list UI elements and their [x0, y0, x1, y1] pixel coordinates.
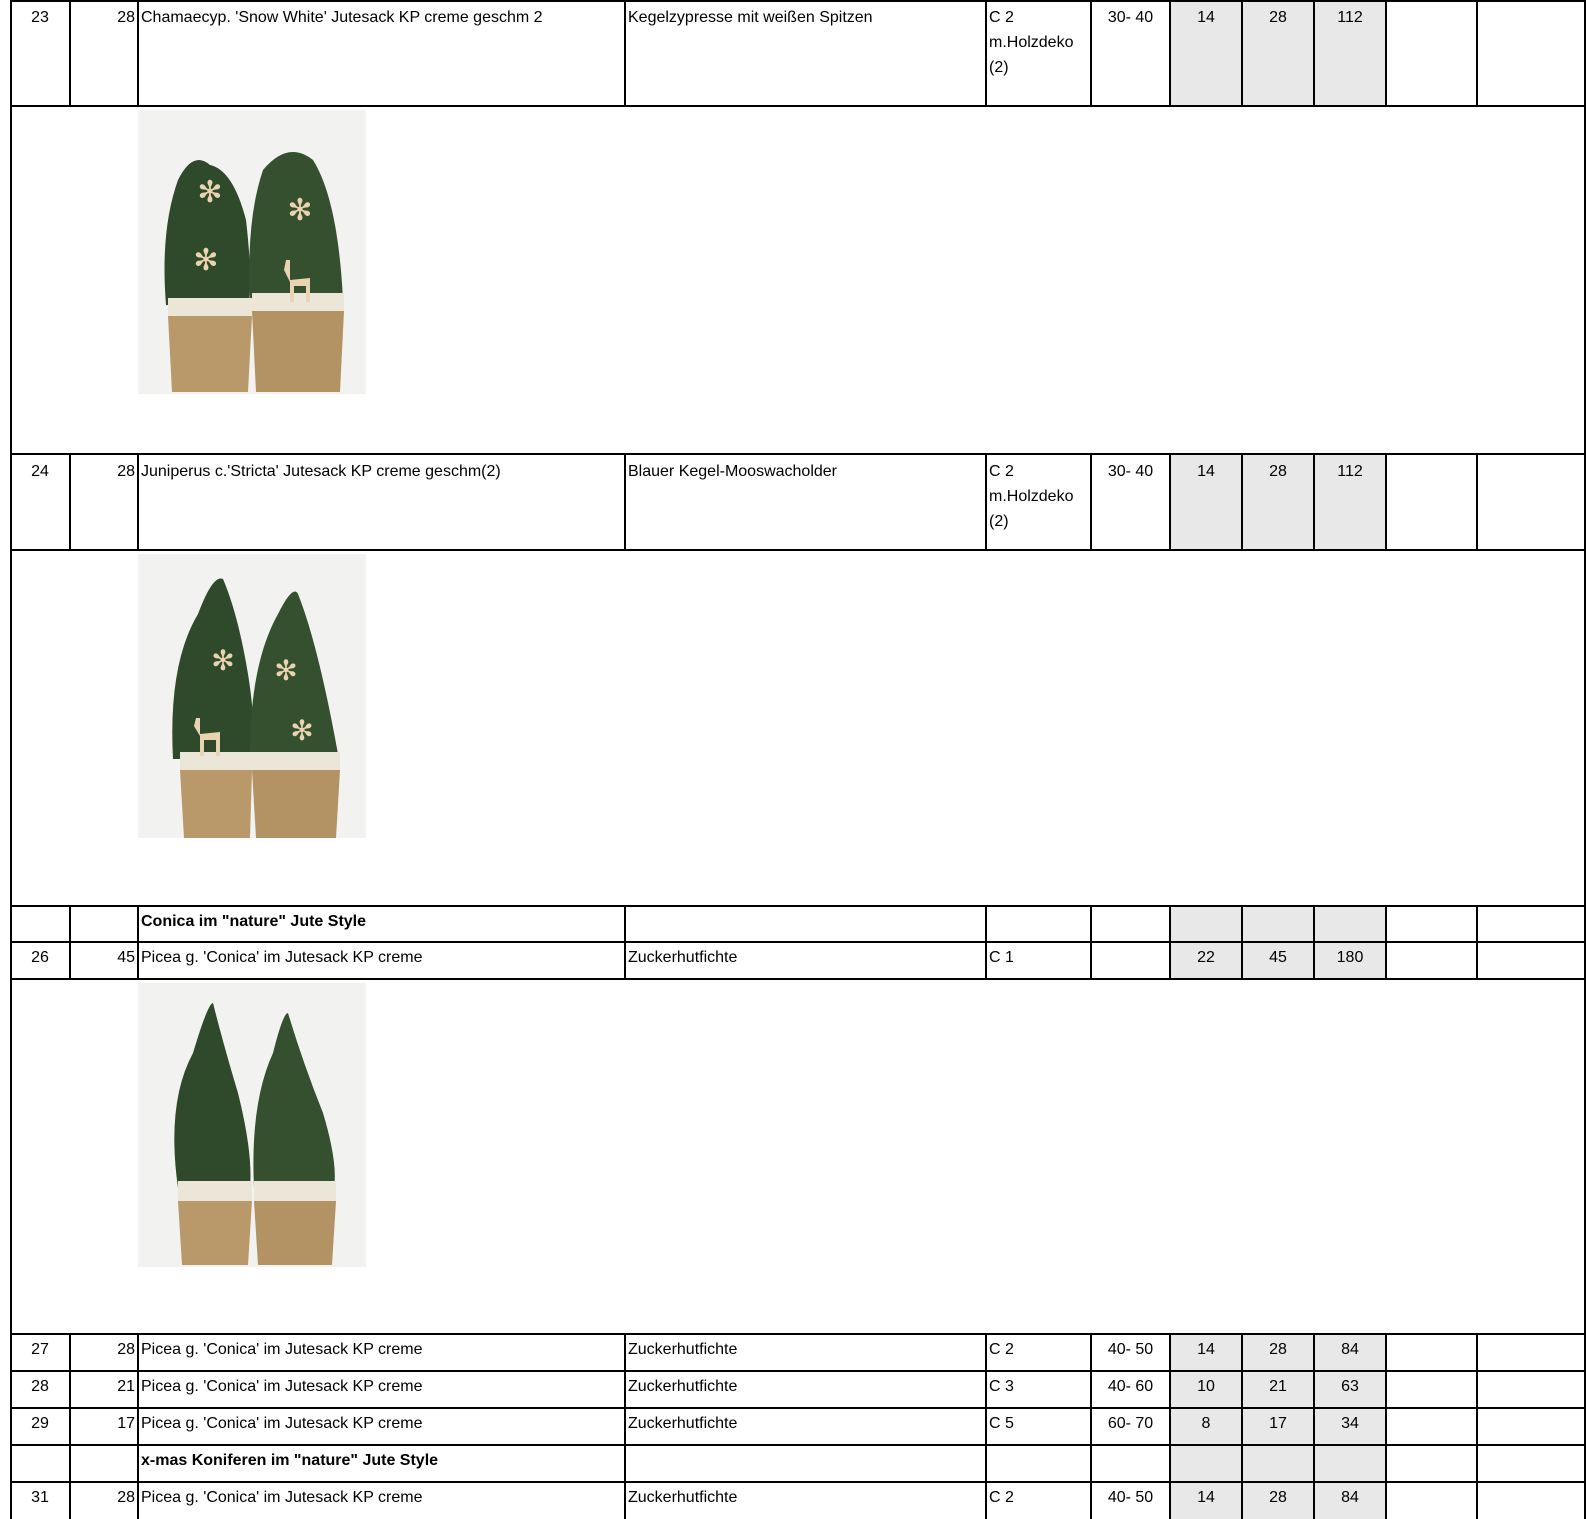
qty-cc-cell: 28 [1242, 1334, 1314, 1371]
name-cell: Picea g. 'Conica' im Jutesack KP creme [141, 1378, 423, 1395]
col-border [1476, 906, 1478, 979]
desc-cell: Zuckerhutfichte [628, 1378, 738, 1395]
height-cell: 30- 40 [1107, 463, 1154, 480]
qty-layer-cell: 8 [1170, 1408, 1242, 1445]
qty-cell: 28 [117, 1341, 135, 1358]
qty-layer-cell: 14 [1170, 0, 1242, 106]
col-border [1385, 0, 1387, 106]
qty-total-cell: 180 [1314, 942, 1386, 979]
qty-layer-cell: 10 [1170, 1371, 1242, 1408]
name-cell: Picea g. 'Conica' im Jutesack KP creme [141, 949, 423, 966]
col-border [985, 906, 987, 979]
col-border [1241, 906, 1243, 979]
col-border [1313, 1334, 1315, 1519]
size-cell: C 1 [989, 949, 1014, 966]
size-cell: C 2 [989, 1489, 1014, 1506]
qty-total-cell: 84 [1314, 1482, 1386, 1519]
qty-total-cell: 63 [1314, 1371, 1386, 1408]
pos-cell: 23 [31, 9, 49, 26]
desc-cell: Zuckerhutfichte [628, 949, 738, 966]
qty-cell: 17 [117, 1415, 135, 1432]
qty-cc-cell: 17 [1242, 1408, 1314, 1445]
name-cell: Picea g. 'Conica' im Jutesack KP creme [141, 1415, 423, 1432]
name-cell: Picea g. 'Conica' im Jutesack KP creme [141, 1489, 423, 1506]
col-border [1090, 906, 1092, 979]
qty-total-cell: 112 [1314, 454, 1386, 550]
qty-cell: 28 [117, 9, 135, 26]
name-cell: Chamaecyp. 'Snow White' Jutesack KP creme geschm 2 [141, 9, 543, 26]
desc-cell: Kegelzypresse mit weißen Spitzen [628, 9, 873, 26]
image-row [10, 550, 1586, 906]
name-cell: Picea g. 'Conica' im Jutesack KP creme [141, 1341, 423, 1358]
qty-cell: 45 [117, 949, 135, 966]
svg-text:✻: ✻ [287, 193, 313, 228]
qty-cell: 21 [117, 1378, 135, 1395]
qty-layer-cell: 14 [1170, 1482, 1242, 1519]
qty-layer-cell: 14 [1170, 454, 1242, 550]
qty-cc-cell: 45 [1242, 942, 1314, 979]
col-border [69, 1334, 71, 1519]
qty-layer-cell: 14 [1170, 1334, 1242, 1371]
col-border [1476, 454, 1478, 550]
qty-cc-cell: 21 [1242, 1371, 1314, 1408]
desc-cell: Zuckerhutfichte [628, 1341, 738, 1358]
two-potted-cypress-photo [138, 110, 366, 394]
pos-cell: 26 [31, 949, 49, 966]
col-border [985, 1334, 987, 1519]
col-border [1169, 906, 1171, 979]
col-border [1241, 0, 1243, 106]
qty-cell: 28 [117, 463, 135, 480]
col-border [1313, 0, 1315, 106]
col-border [624, 1334, 626, 1519]
col-border [137, 454, 139, 550]
pos-cell: 24 [31, 463, 49, 480]
pos-cell: 28 [31, 1378, 49, 1395]
col-border [1385, 1334, 1387, 1519]
two-potted-spruce-photo [138, 983, 366, 1267]
image-row [10, 106, 1586, 454]
col-border [1241, 1334, 1243, 1519]
col-border [1169, 0, 1171, 106]
svg-text:✻: ✻ [274, 654, 298, 687]
qty-cc-cell: 28 [1242, 0, 1314, 106]
section-title: x-mas Koniferen im "nature" Jute Style [141, 1452, 439, 1469]
col-border [1476, 0, 1478, 106]
height-cell: 60- 70 [1107, 1415, 1154, 1432]
col-border [1313, 906, 1315, 979]
col-border [1090, 454, 1092, 550]
qty-cc-cell: 28 [1242, 454, 1314, 550]
two-potted-juniper-photo [138, 554, 366, 838]
svg-text:✻: ✻ [193, 243, 219, 278]
size-cell: C 2 m.Holzdeko (2) [989, 9, 1074, 76]
desc-cell: Zuckerhutfichte [628, 1489, 738, 1506]
col-border [985, 454, 987, 550]
pos-cell: 27 [31, 1341, 49, 1358]
qty-total-cell: 34 [1314, 1408, 1386, 1445]
col-border [69, 906, 71, 979]
col-border [985, 0, 987, 106]
col-border [624, 0, 626, 106]
qty-cell: 28 [117, 1489, 135, 1506]
name-cell: Juniperus c.'Stricta' Jutesack KP creme geschm(2) [141, 463, 501, 480]
svg-text:✻: ✻ [197, 175, 223, 210]
col-border [1385, 906, 1387, 979]
pos-cell: 31 [31, 1489, 49, 1506]
column-grid-rows27-31 [10, 1334, 1586, 1519]
height-cell: 40- 50 [1107, 1489, 1154, 1506]
col-border [1169, 1334, 1171, 1519]
col-border [1313, 454, 1315, 550]
column-grid-row24 [10, 454, 1586, 550]
pos-cell: 29 [31, 1415, 49, 1432]
column-grid-rows25-26 [10, 906, 1586, 979]
section-title: Conica im "nature" Jute Style [141, 913, 367, 930]
qty-total-cell: 84 [1314, 1334, 1386, 1371]
col-border [1241, 454, 1243, 550]
qty-layer-cell: 22 [1170, 942, 1242, 979]
svg-text:✻: ✻ [290, 714, 314, 747]
col-border [69, 0, 71, 106]
qty-cc-cell: 28 [1242, 1482, 1314, 1519]
height-cell: 40- 50 [1107, 1341, 1154, 1358]
col-border [624, 906, 626, 979]
col-border [10, 0, 12, 1519]
size-cell: C 2 [989, 1341, 1014, 1358]
col-border [1385, 454, 1387, 550]
col-border [137, 906, 139, 979]
desc-cell: Zuckerhutfichte [628, 1415, 738, 1432]
size-cell: C 2 m.Holzdeko (2) [989, 463, 1074, 530]
qty-total-cell: 112 [1314, 0, 1386, 106]
column-grid-row23 [10, 0, 1586, 106]
height-cell: 30- 40 [1107, 9, 1154, 26]
size-cell: C 5 [989, 1415, 1014, 1432]
col-border [69, 454, 71, 550]
col-border [1090, 0, 1092, 106]
col-border [1169, 454, 1171, 550]
size-cell: C 3 [989, 1378, 1014, 1395]
desc-cell: Blauer Kegel-Mooswacholder [628, 463, 837, 480]
image-row [10, 979, 1586, 1334]
col-border [1476, 1334, 1478, 1519]
col-border [137, 0, 139, 106]
col-border [1090, 1334, 1092, 1519]
svg-text:✻: ✻ [211, 644, 235, 677]
col-border [137, 1334, 139, 1519]
price-list-sheet [10, 0, 1586, 1519]
col-border [624, 454, 626, 550]
height-cell: 40- 60 [1107, 1378, 1154, 1395]
